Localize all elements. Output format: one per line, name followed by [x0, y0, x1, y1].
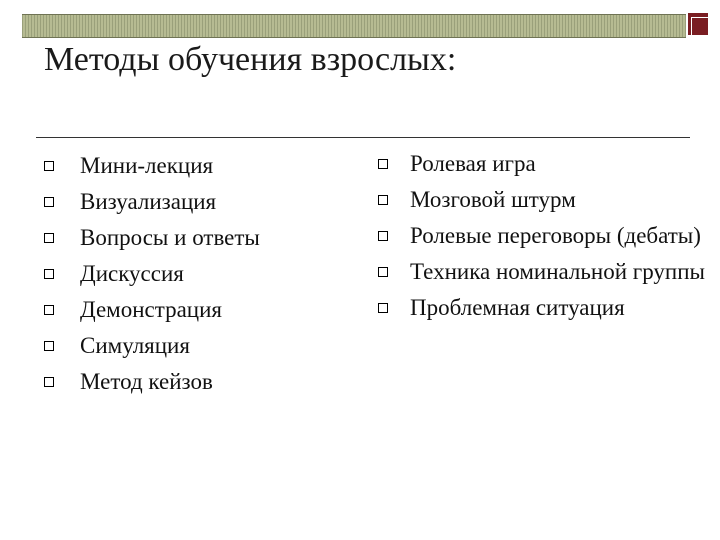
square-bullet-icon: [378, 267, 388, 277]
square-bullet-icon: [44, 305, 54, 315]
title-divider: [36, 137, 690, 138]
list-item: [376, 148, 706, 180]
slide-title: Методы обучения взрослых:: [44, 41, 457, 78]
list-item-text: Визуализация: [80, 189, 217, 214]
square-bullet-icon: [44, 197, 54, 207]
square-bullet-icon: [378, 303, 388, 313]
list-item-text: Дискуссия: [80, 261, 184, 286]
list-item: [42, 148, 342, 184]
square-bullet-icon: [44, 233, 54, 243]
square-bullet-icon: [44, 161, 54, 171]
list-item: [376, 292, 706, 324]
list-item: [376, 256, 706, 288]
list-item-text: Вопросы и ответы: [80, 225, 260, 250]
list-item: [42, 220, 342, 256]
list-item-text: Метод кейзов: [80, 369, 213, 394]
list-item-text: Ролевая игра: [410, 151, 536, 176]
list-item-text: Мозговой штурм: [410, 187, 576, 212]
square-bullet-icon: [44, 377, 54, 387]
list-item-text: Мини-лекция: [80, 153, 214, 178]
square-bullet-icon: [44, 269, 54, 279]
header-decor-bar: [22, 14, 686, 38]
list-item-text: Демонстрация: [80, 297, 222, 322]
list-item: [376, 220, 706, 252]
square-bullet-icon: [378, 231, 388, 241]
list-item: [42, 184, 342, 220]
list-item: [42, 292, 342, 328]
list-item-text: Симуляция: [80, 333, 190, 358]
corner-accent-square: [688, 13, 708, 35]
right-bullet-list: [376, 148, 706, 328]
list-item: [42, 256, 342, 292]
list-item-text: Проблемная ситуация: [410, 295, 625, 320]
list-item: [376, 184, 706, 216]
left-bullet-list: [42, 148, 342, 400]
square-bullet-icon: [378, 159, 388, 169]
square-bullet-icon: [378, 195, 388, 205]
list-item-text: Техника номинальной группы: [410, 259, 705, 284]
list-item: [42, 328, 342, 364]
square-bullet-icon: [44, 341, 54, 351]
list-item: [42, 364, 342, 400]
list-item-text: Ролевые переговоры (дебаты): [410, 223, 701, 248]
